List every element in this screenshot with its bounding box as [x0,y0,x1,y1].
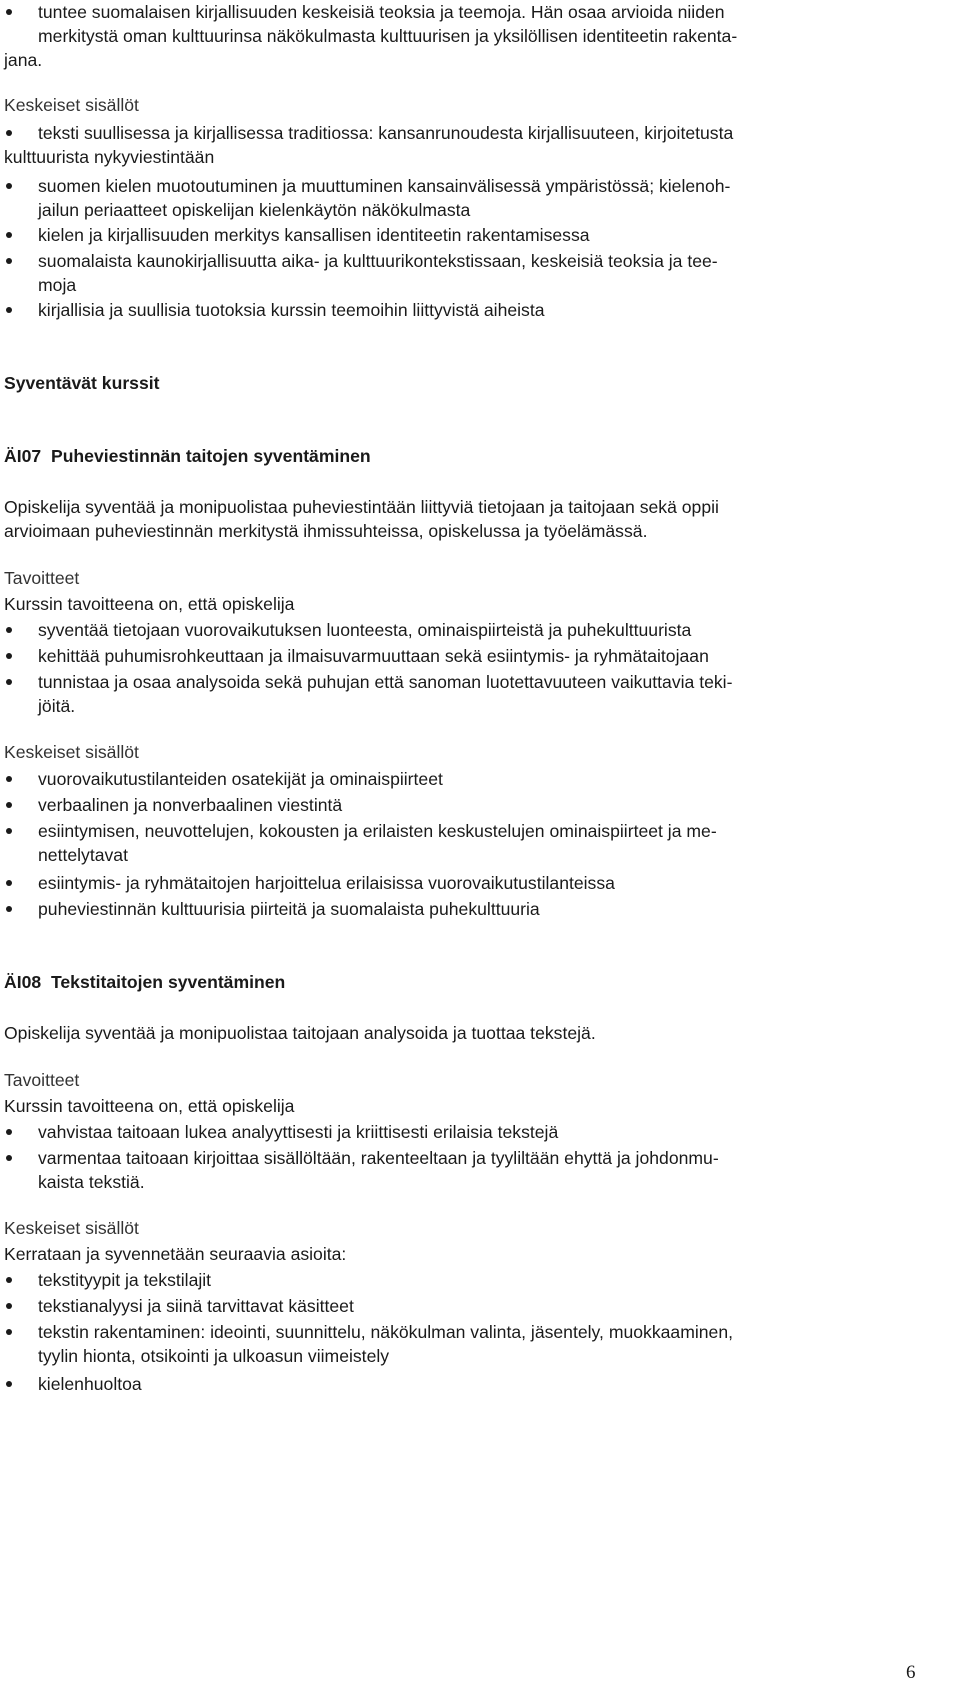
list-item-line: jöitä. [38,696,76,716]
list-item-line: kielenhuoltoa [38,1374,142,1394]
bullet-icon [6,183,12,189]
course-code: ÄI08 [4,972,42,992]
bullet-icon [6,802,12,808]
list-item-line: teksti suullisessa ja kirjallisessa traditiossa: kansanrunoudesta kirjallisuuteen, kirjoitetusta [38,123,734,143]
goals-intro: Kurssin tavoitteena on, että opiskelija [4,594,295,614]
list-item-line: kehittää puhumisrohkeuttaan ja ilmaisuvarmuuttaan sekä esiintymis- ja ryhmätaitojaan [38,646,709,666]
goals-heading: Tavoitteet [4,568,80,588]
list-item-line: kulttuurista nykyviestintään [4,147,215,167]
course-description: Opiskelija syventää ja monipuolistaa taitojaan analysoida ja tuottaa tekstejä. [4,1023,596,1043]
list-item-line: jailun periaatteet opiskelijan kielenkäytön näkökulmasta [38,200,471,220]
bullet-icon [6,880,12,886]
bullet-icon [6,1155,12,1161]
bullet-icon [6,130,12,136]
description-line: arvioimaan puheviestinnän merkitystä ihmissuhteissa, opiskelussa ja työelämässä. [4,521,648,541]
bullet-icon [6,1381,12,1387]
list-item-line: vuorovaikutustilanteiden osatekijät ja ominaispiirteet [38,769,443,789]
bullet-icon [6,1329,12,1335]
list-item-line: kirjallisia ja suullisia tuotoksia kurssin teemoihin liittyvistä aiheista [38,300,545,320]
bullet-icon [6,1277,12,1283]
list-item-line: tekstityypit ja tekstilajit [38,1270,212,1290]
list-item-line: kielen ja kirjallisuuden merkitys kansallisen identiteetin rakentamisessa [38,225,590,245]
list-item-line: tekstianalyysi ja siinä tarvittavat käsitteet [38,1296,354,1316]
bullet-icon [6,1129,12,1135]
course-description [4,495,954,543]
list-item-line: varmentaa taitoaan kirjoittaa sisällöltään, rakenteeltaan ja tyyliltään ehyttä ja johdonmu- [38,1148,719,1168]
bullet-icon [6,828,12,834]
list-item-line: moja [38,275,77,295]
contents-intro: Kerrataan ja syvennetään seuraavia asioita: [4,1244,347,1264]
list-item-line: nettelytavat [38,845,128,865]
contents-heading: Keskeiset sisällöt [4,742,139,762]
bullet-icon [6,1303,12,1309]
bullet-icon [6,653,12,659]
list-item-line: suomalaista kaunokirjallisuutta aika- ja kulttuurikontekstissaan, keskeisiä teoksia ja tee- [38,251,718,271]
list-item-line: jana. [4,50,43,70]
bullet-icon [6,627,12,633]
list-item-line: esiintymis- ja ryhmätaitojen harjoittelua erilaisissa vuorovaikutustilanteissa [38,873,615,893]
list-item-line: verbaalinen ja nonverbaalinen viestintä [38,795,343,815]
list-item-line: tuntee suomalaisen kirjallisuuden keskeisiä teoksia ja teemoja. Hän osaa arvioida niiden [38,2,725,22]
course-title: Puheviestinnän taitojen syventäminen [50,446,371,466]
goals-heading: Tavoitteet [4,1070,80,1090]
list-item-line: puheviestinnän kulttuurisia piirteitä ja suomalaista puhekulttuuria [38,899,540,919]
goals-intro: Kurssin tavoitteena on, että opiskelija [4,1096,295,1116]
list-item-line: esiintymisen, neuvottelujen, kokousten ja erilaisten keskustelujen ominaispiirteet ja me- [38,821,717,841]
list-item-line: tyylin hionta, otsikointi ja ulkoasun viimeistely [38,1346,390,1366]
course-heading [4,444,954,468]
bullet-icon [6,906,12,912]
list-item-line: merkitystä oman kulttuurinsa näkökulmasta kulttuurisen ja yksilöllisen identiteetin rakenta- [38,26,738,46]
course-title: Tekstitaitojen syventäminen [50,972,286,992]
section-heading: Syventävät kurssit [4,373,160,393]
course-heading [4,970,954,994]
contents-heading: Keskeiset sisällöt [4,95,139,115]
bullet-icon [6,9,12,15]
bullet-icon [6,307,12,313]
contents-heading: Keskeiset sisällöt [4,1218,139,1238]
list-item-line: tekstin rakentaminen: ideointi, suunnittelu, näkökulman valinta, jäsentely, muokkaaminen, [38,1322,734,1342]
description-line: Opiskelija syventää ja monipuolistaa puheviestintään liittyviä tietojaan ja taitojaan sekä oppii [4,497,719,517]
list-item-line: kaista tekstiä. [38,1172,145,1192]
list-item-line: vahvistaa taitoaan lukea analyyttisesti ja kriittisesti erilaisia tekstejä [38,1122,559,1142]
bullet-icon [6,258,12,264]
bullet-icon [6,776,12,782]
bullet-icon [6,232,12,238]
list-item-line: tunnistaa ja osaa analysoida sekä puhujan että sanoman luotettavuuteen vaikuttavia teki- [38,672,733,692]
list-item-line: syventää tietojaan vuorovaikutuksen luonteesta, ominaispiirteistä ja puhekulttuurista [38,620,692,640]
list-item-line: suomen kielen muotoutuminen ja muuttuminen kansainvälisessä ympäristössä; kielenoh- [38,176,731,196]
bullet-icon [6,679,12,685]
course-code: ÄI07 [4,446,42,466]
page-number: 6 [906,1662,916,1683]
